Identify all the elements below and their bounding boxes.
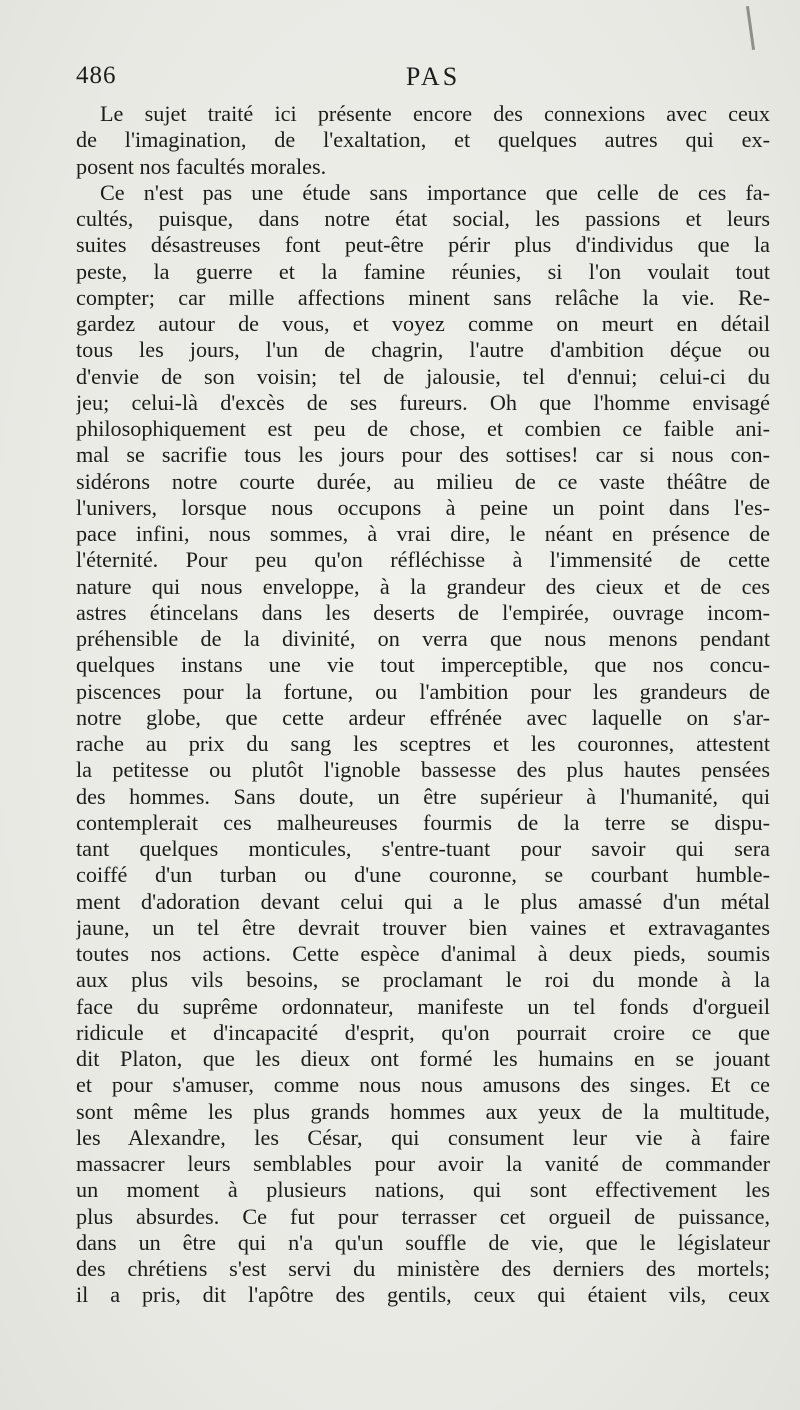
page-header [76, 62, 770, 96]
text-line: sont même les plus grands hommes aux yeux de la multitude, [76, 1098, 770, 1124]
text-line: astres étincelans dans les deserts de l'empirée, ouvrage incom- [76, 599, 770, 625]
text-line: dit Platon, que les dieux ont formé les humains en se jouant [76, 1046, 770, 1071]
text-line: d'envie de son voisin; tel de jalousie, tel d'ennui; celui-ci du [76, 363, 770, 389]
text-line: un moment à plusieurs nations, qui sont effectivement les [76, 1177, 770, 1203]
text-line: compter; car mille affections minent sans relâche la vie. Re- [76, 284, 770, 310]
text-line: les Alexandre, les César, qui consument leur vie à faire [76, 1124, 770, 1150]
text-line: massacrer leurs semblables pour avoir la vanité de commander [76, 1151, 770, 1176]
running-head: PAS [405, 62, 461, 91]
text-line: coiffé d'un turban ou d'une couronne, se courbant humble- [76, 862, 770, 888]
text-line: plus absurdes. Ce fut pour terrasser cet orgueil de puissance, [76, 1203, 770, 1229]
page-number: 486 [76, 62, 117, 89]
text-line: cultés, puisque, dans notre état social, les passions et leurs [76, 206, 770, 231]
text-line: contemplerait ces malheureuses fourmis de la terre se dispu- [76, 809, 770, 835]
text-line: peste, la guerre et la famine réunies, si l'on voulait tout [76, 258, 770, 284]
text-line: posent nos facultés morales. [76, 153, 327, 179]
text-line: dans un être qui n'a qu'un souffle de vie, que le législateur [76, 1229, 770, 1255]
text-line: jaune, un tel être devrait trouver bien vaines et extravagantes [76, 914, 770, 940]
text-line: Ce n'est pas une étude sans importance que celle de ces fa- [100, 179, 770, 205]
text-line: toutes nos actions. Cette espèce d'animal à deux pieds, soumis [76, 941, 770, 966]
text-line: l'éternité. Pour peu qu'on réfléchisse à l'immensité de cette [76, 547, 770, 573]
text-line: notre globe, que cette ardeur effrénée avec laquelle on s'ar- [76, 704, 770, 730]
text-line: quelques instans une vie tout imperceptible, que nos concu- [76, 652, 770, 678]
text-line: ridicule et d'incapacité d'esprit, qu'on pourrait croire ce que [76, 1019, 770, 1045]
text-line: Le sujet traité ici présente encore des connexions avec ceux [100, 101, 770, 126]
text-line: piscences pour la fortune, ou l'ambition pour les grandeurs de [76, 678, 770, 704]
text-line: rache au prix du sang les sceptres et les couronnes, attestent [76, 731, 770, 756]
text-line: des hommes. Sans doute, un être supérieur à l'humanité, qui [76, 783, 770, 809]
text-line: philosophiquement est peu de chose, et combien ce faible ani- [76, 416, 770, 441]
scan-artifact [746, 6, 755, 50]
text-line: préhensible de la divinité, on verra que nous menons pendant [76, 626, 770, 651]
text-line: tant quelques monticules, s'entre-tuant pour savoir qui sera [76, 836, 770, 861]
text-line: mal se sacrifie tous les jours pour des sottises! car si nous con- [76, 442, 770, 468]
body-text [76, 101, 770, 1309]
text-line: il a pris, dit l'apôtre des gentils, ceux qui étaient vils, ceux [76, 1282, 770, 1308]
text-line: des chrétiens s'est servi du ministère des derniers des mortels; [76, 1256, 770, 1281]
text-line: jeu; celui-là d'excès de ses fureurs. Oh que l'homme envisagé [76, 389, 770, 415]
text-line: sidérons notre courte durée, au milieu de ce vaste théâtre de [76, 468, 770, 494]
text-line: aux plus vils besoins, se proclamant le roi du monde à la [76, 967, 770, 993]
text-line: face du suprême ordonnateur, manifeste un tel fonds d'orgueil [76, 993, 770, 1019]
text-line: ment d'adoration devant celui qui a le plus amassé d'un métal [76, 888, 770, 914]
text-line: la petitesse ou plutôt l'ignoble bassesse des plus hautes pensées [76, 757, 770, 783]
text-line: et pour s'amuser, comme nous nous amusons des singes. Et ce [76, 1072, 770, 1098]
text-line: nature qui nous enveloppe, à la grandeur des cieux et de ces [76, 573, 770, 599]
text-line: de l'imagination, de l'exaltation, et quelques autres qui ex- [76, 127, 770, 153]
text-line: suites désastreuses font peut-être périr plus d'individus que la [76, 232, 770, 258]
text-line: pace infini, nous sommes, à vrai dire, le néant en présence de [76, 521, 770, 546]
text-line: gardez autour de vous, et voyez comme on meurt en détail [76, 311, 770, 336]
text-line: tous les jours, l'un de chagrin, l'autre d'ambition déçue ou [76, 337, 770, 363]
text-line: l'univers, lorsque nous occupons à peine un point dans l'es- [76, 494, 770, 520]
